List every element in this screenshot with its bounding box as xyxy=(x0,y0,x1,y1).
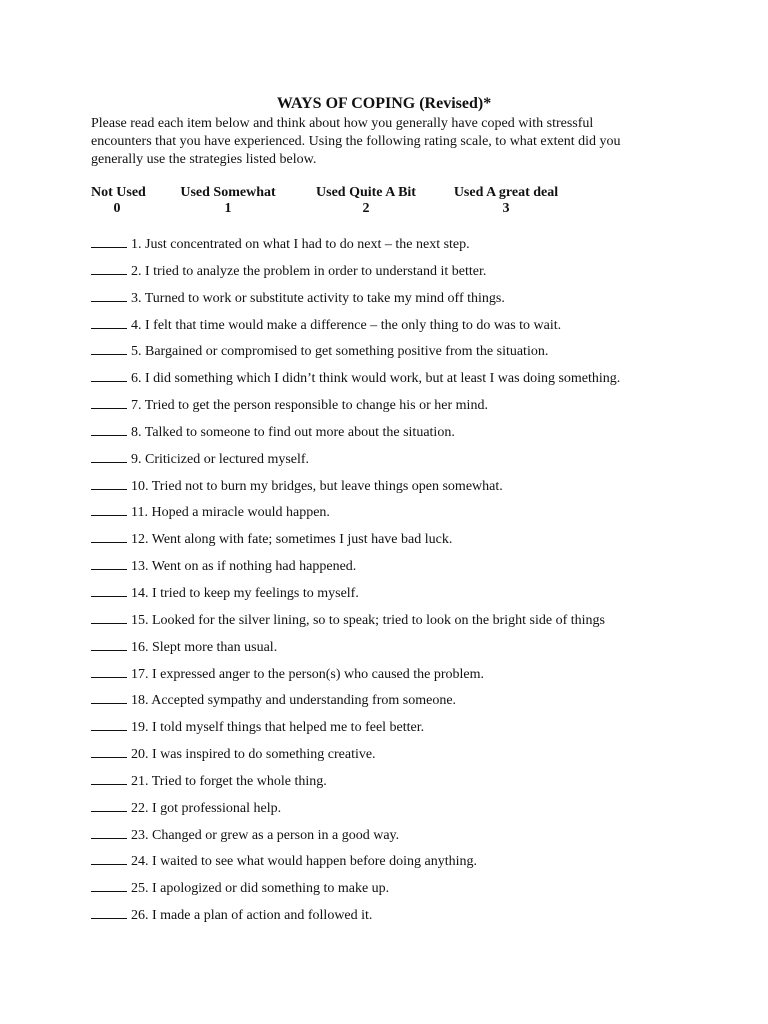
item-text: 20. I was inspired to do something creative. xyxy=(131,747,376,763)
coping-item xyxy=(91,637,711,664)
rating-blank[interactable] xyxy=(91,905,127,919)
coping-item xyxy=(91,449,711,476)
item-text: 8. Talked to someone to find out more about the situation. xyxy=(131,424,455,440)
rating-blank[interactable] xyxy=(91,449,127,463)
coping-item xyxy=(91,234,711,261)
item-text: 12. Went along with fate; sometimes I just have bad luck. xyxy=(131,532,453,548)
scale-option-used-quite-a-bit xyxy=(315,185,417,217)
item-text: 23. Changed or grew as a person in a good way. xyxy=(131,827,400,843)
coping-item xyxy=(91,395,711,422)
coping-item xyxy=(91,610,711,637)
scale-label: Used Somewhat xyxy=(180,185,276,200)
rating-blank[interactable] xyxy=(91,878,127,892)
rating-scale xyxy=(91,185,691,221)
rating-blank[interactable] xyxy=(91,690,127,704)
scale-value: 1 xyxy=(224,201,232,216)
scale-value: 3 xyxy=(502,201,510,216)
coping-item xyxy=(91,690,711,717)
rating-blank[interactable] xyxy=(91,798,127,812)
instructions xyxy=(91,115,691,169)
rating-blank[interactable] xyxy=(91,556,127,570)
coping-item xyxy=(91,422,711,449)
rating-blank[interactable] xyxy=(91,288,127,302)
item-text: 3. Turned to work or substitute activity to take my mind off things. xyxy=(131,290,505,306)
coping-item xyxy=(91,771,711,798)
rating-blank[interactable] xyxy=(91,529,127,543)
rating-blank[interactable] xyxy=(91,261,127,275)
item-text: 9. Criticized or lectured myself. xyxy=(131,451,310,467)
scale-option-used-somewhat xyxy=(180,185,276,217)
item-text: 11. Hoped a miracle would happen. xyxy=(131,505,330,521)
rating-blank[interactable] xyxy=(91,637,127,651)
item-text: 1. Just concentrated on what I had to do next – the next step. xyxy=(131,237,470,252)
rating-blank[interactable] xyxy=(91,341,127,355)
rating-blank[interactable] xyxy=(91,368,127,382)
item-text: 21. Tried to forget the whole thing. xyxy=(131,773,327,789)
scale-value: 2 xyxy=(362,201,370,216)
coping-item xyxy=(91,502,711,529)
scale-option-used-a-great-deal xyxy=(452,185,560,217)
coping-item xyxy=(91,368,711,395)
scale-label: Used A great deal xyxy=(453,185,559,200)
item-text: 7. Tried to get the person responsible to change his or her mind. xyxy=(131,398,488,414)
instructions-line-3: generally use the strategies listed below. xyxy=(91,152,317,167)
rating-blank[interactable] xyxy=(91,771,127,785)
item-text: 17. I expressed anger to the person(s) who caused the problem. xyxy=(131,666,485,682)
coping-item xyxy=(91,315,711,342)
item-text: 26. I made a plan of action and followed it. xyxy=(131,908,373,924)
coping-item xyxy=(91,878,711,905)
item-text: 15. Looked for the silver lining, so to speak; tried to look on the bright side of things xyxy=(131,612,605,628)
rating-blank[interactable] xyxy=(91,502,127,516)
item-text: 2. I tried to analyze the problem in order to understand it better. xyxy=(131,263,487,279)
coping-item xyxy=(91,825,711,852)
item-text: 22. I got professional help. xyxy=(131,800,282,816)
coping-item xyxy=(91,664,711,691)
instructions-line-1: Please read each item below and think about how you generally have coped with stressful xyxy=(91,116,594,131)
coping-item xyxy=(91,261,711,288)
coping-items-list xyxy=(91,234,711,932)
scale-value: 0 xyxy=(113,201,121,216)
scale-label: Not Used xyxy=(91,185,146,200)
rating-blank[interactable] xyxy=(91,395,127,409)
rating-blank[interactable] xyxy=(91,664,127,678)
rating-blank[interactable] xyxy=(91,583,127,597)
coping-item xyxy=(91,529,711,556)
coping-item xyxy=(91,717,711,744)
rating-blank[interactable] xyxy=(91,825,127,839)
coping-item xyxy=(91,851,711,878)
coping-item xyxy=(91,583,711,610)
item-text: 13. Went on as if nothing had happened. xyxy=(131,559,357,575)
coping-item xyxy=(91,744,711,771)
item-text: 19. I told myself things that helped me to feel better. xyxy=(131,720,425,736)
rating-blank[interactable] xyxy=(91,422,127,436)
item-text: 24. I waited to see what would happen before doing anything. xyxy=(131,854,478,870)
rating-blank[interactable] xyxy=(91,315,127,329)
coping-item xyxy=(91,341,711,368)
item-text: 10. Tried not to burn my bridges, but leave things open somewhat. xyxy=(131,478,503,494)
rating-blank[interactable] xyxy=(91,744,127,758)
item-text: 4. I felt that time would make a difference – the only thing to do was to wait. xyxy=(131,317,562,333)
item-text: 16. Slept more than usual. xyxy=(131,639,278,655)
page-title: WAYS OF COPING (Revised)* xyxy=(276,95,492,112)
coping-item xyxy=(91,476,711,503)
coping-item xyxy=(91,556,711,583)
scale-option-not-used xyxy=(91,185,146,217)
item-text: 18. Accepted sympathy and understanding from someone. xyxy=(131,693,457,709)
rating-blank[interactable] xyxy=(91,851,127,865)
coping-item xyxy=(91,288,711,315)
coping-item xyxy=(91,905,711,932)
scale-label: Used Quite A Bit xyxy=(316,185,416,200)
item-text: 25. I apologized or did something to make up. xyxy=(131,881,390,897)
rating-blank[interactable] xyxy=(91,717,127,731)
item-text: 14. I tried to keep my feelings to myself. xyxy=(131,585,359,601)
rating-blank[interactable] xyxy=(91,610,127,624)
item-text: 5. Bargained or compromised to get something positive from the situation. xyxy=(131,344,549,360)
instructions-line-2: encounters that you have experienced. Using the following rating scale, to what extent did you xyxy=(91,134,621,149)
rating-blank[interactable] xyxy=(91,476,127,490)
coping-item xyxy=(91,798,711,825)
item-text: 6. I did something which I didn’t think would work, but at least I was doing something. xyxy=(131,371,621,387)
rating-blank[interactable] xyxy=(91,234,127,248)
